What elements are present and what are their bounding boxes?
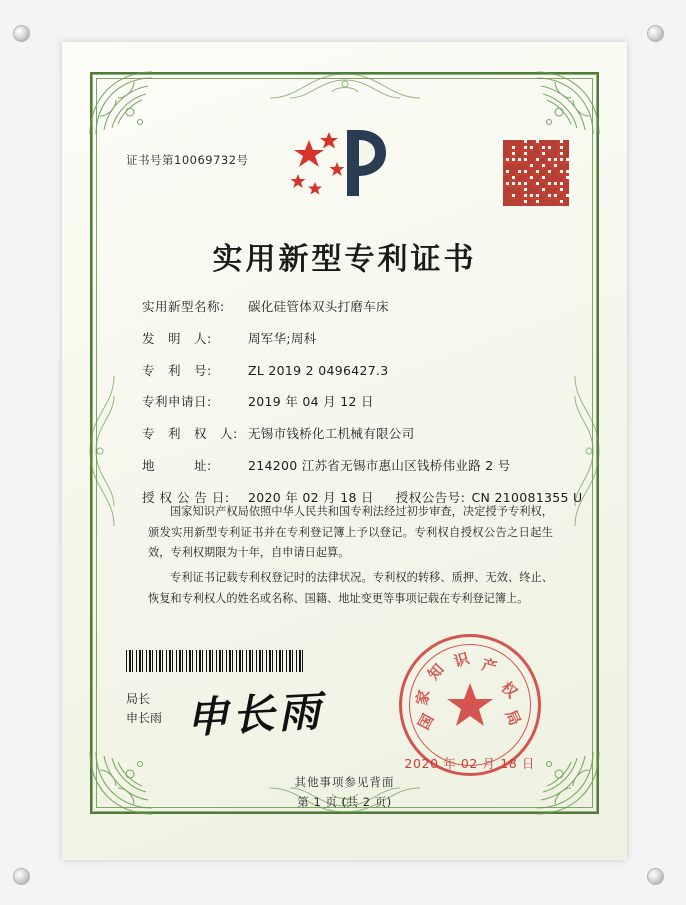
field-value-secondary: CN 210081355 U bbox=[471, 489, 583, 505]
seal-char: 局 bbox=[501, 707, 525, 729]
field-label: 专 利 号: bbox=[142, 362, 212, 378]
seal-date: 2020 年 02 月 18 日 bbox=[404, 756, 535, 771]
star-icon bbox=[444, 679, 496, 731]
signatory-role: 局长 bbox=[126, 692, 151, 706]
field-value: 214200 江苏省无锡市惠山区钱桥伟业路 2 号 bbox=[248, 457, 511, 473]
certificate-number: 证书号第10069732号 bbox=[126, 153, 249, 167]
legal-text bbox=[148, 502, 553, 614]
binder-screw-bottom-left bbox=[13, 868, 30, 885]
field-row bbox=[142, 426, 553, 442]
field-row bbox=[142, 331, 553, 347]
field-value: 2019 年 04 月 12 日 bbox=[248, 394, 374, 410]
seal-char: 识 bbox=[451, 649, 472, 671]
binder-screw-bottom-right bbox=[647, 868, 664, 885]
binder-screw-top-right bbox=[647, 25, 664, 42]
field-label: 专利申请日: bbox=[142, 394, 212, 410]
field-value: 2020 年 02 月 18 日 bbox=[248, 489, 374, 505]
certificate-fields bbox=[142, 299, 583, 521]
certificate-sheet bbox=[62, 42, 627, 860]
field-value: 周军华;周科 bbox=[248, 330, 317, 346]
field-value: ZL 2019 2 0496427.3 bbox=[248, 362, 389, 378]
paragraph: 国家知识产权局依照中华人民共和国专利法经过初步审查，决定授予专利权，颁发实用新型专利证书并在专利登记簿上予以登记。专利权自授权公告之日起生效，专利权期限为十年，自申请日起算。 bbox=[148, 505, 553, 560]
field-label-secondary: 授权公告号: bbox=[395, 489, 466, 505]
binder-screw-top-left bbox=[13, 25, 30, 42]
seal-char: 知 bbox=[424, 660, 448, 684]
field-row bbox=[142, 299, 553, 315]
page-indicator: 第 1 页 (共 2 页) bbox=[297, 795, 392, 809]
field-label: 地 址: bbox=[142, 457, 212, 473]
seal-char: 国 bbox=[414, 710, 438, 733]
paragraph: 专利证书记载专利权登记时的法律状况。专利权的转移、质押、无效、终止、恢复和专利权人的姓名或名称、国籍、地址变更等事项记载在专利登记簿上。 bbox=[148, 571, 553, 605]
cnipa-logo-icon bbox=[285, 124, 405, 202]
signatory-name: 申长雨 bbox=[126, 710, 163, 725]
field-value: 无锡市钱桥化工机械有限公司 bbox=[248, 426, 415, 441]
qr-code bbox=[503, 140, 569, 206]
seal-char: 家 bbox=[412, 688, 434, 707]
field-label: 发 明 人: bbox=[142, 330, 212, 346]
seal-char: 权 bbox=[497, 678, 521, 702]
field-label: 实用新型名称: bbox=[142, 299, 225, 314]
footnote: 其他事项参见背面 bbox=[294, 775, 395, 789]
certificate-content bbox=[106, 94, 583, 809]
seal-char: 产 bbox=[479, 655, 499, 677]
field-row bbox=[142, 363, 553, 379]
handwritten-signature: 申长雨 bbox=[184, 686, 326, 743]
field-value: 碳化硅管体双头打磨车床 bbox=[248, 299, 389, 314]
field-label: 专 利 权 人: bbox=[142, 426, 238, 441]
signatory-block bbox=[126, 690, 162, 727]
field-label: 授 权 公 告 日: bbox=[142, 489, 230, 505]
field-row bbox=[142, 458, 553, 474]
barcode bbox=[126, 650, 306, 672]
page-title: 实用新型专利证书 bbox=[212, 242, 477, 277]
field-row bbox=[142, 394, 553, 410]
